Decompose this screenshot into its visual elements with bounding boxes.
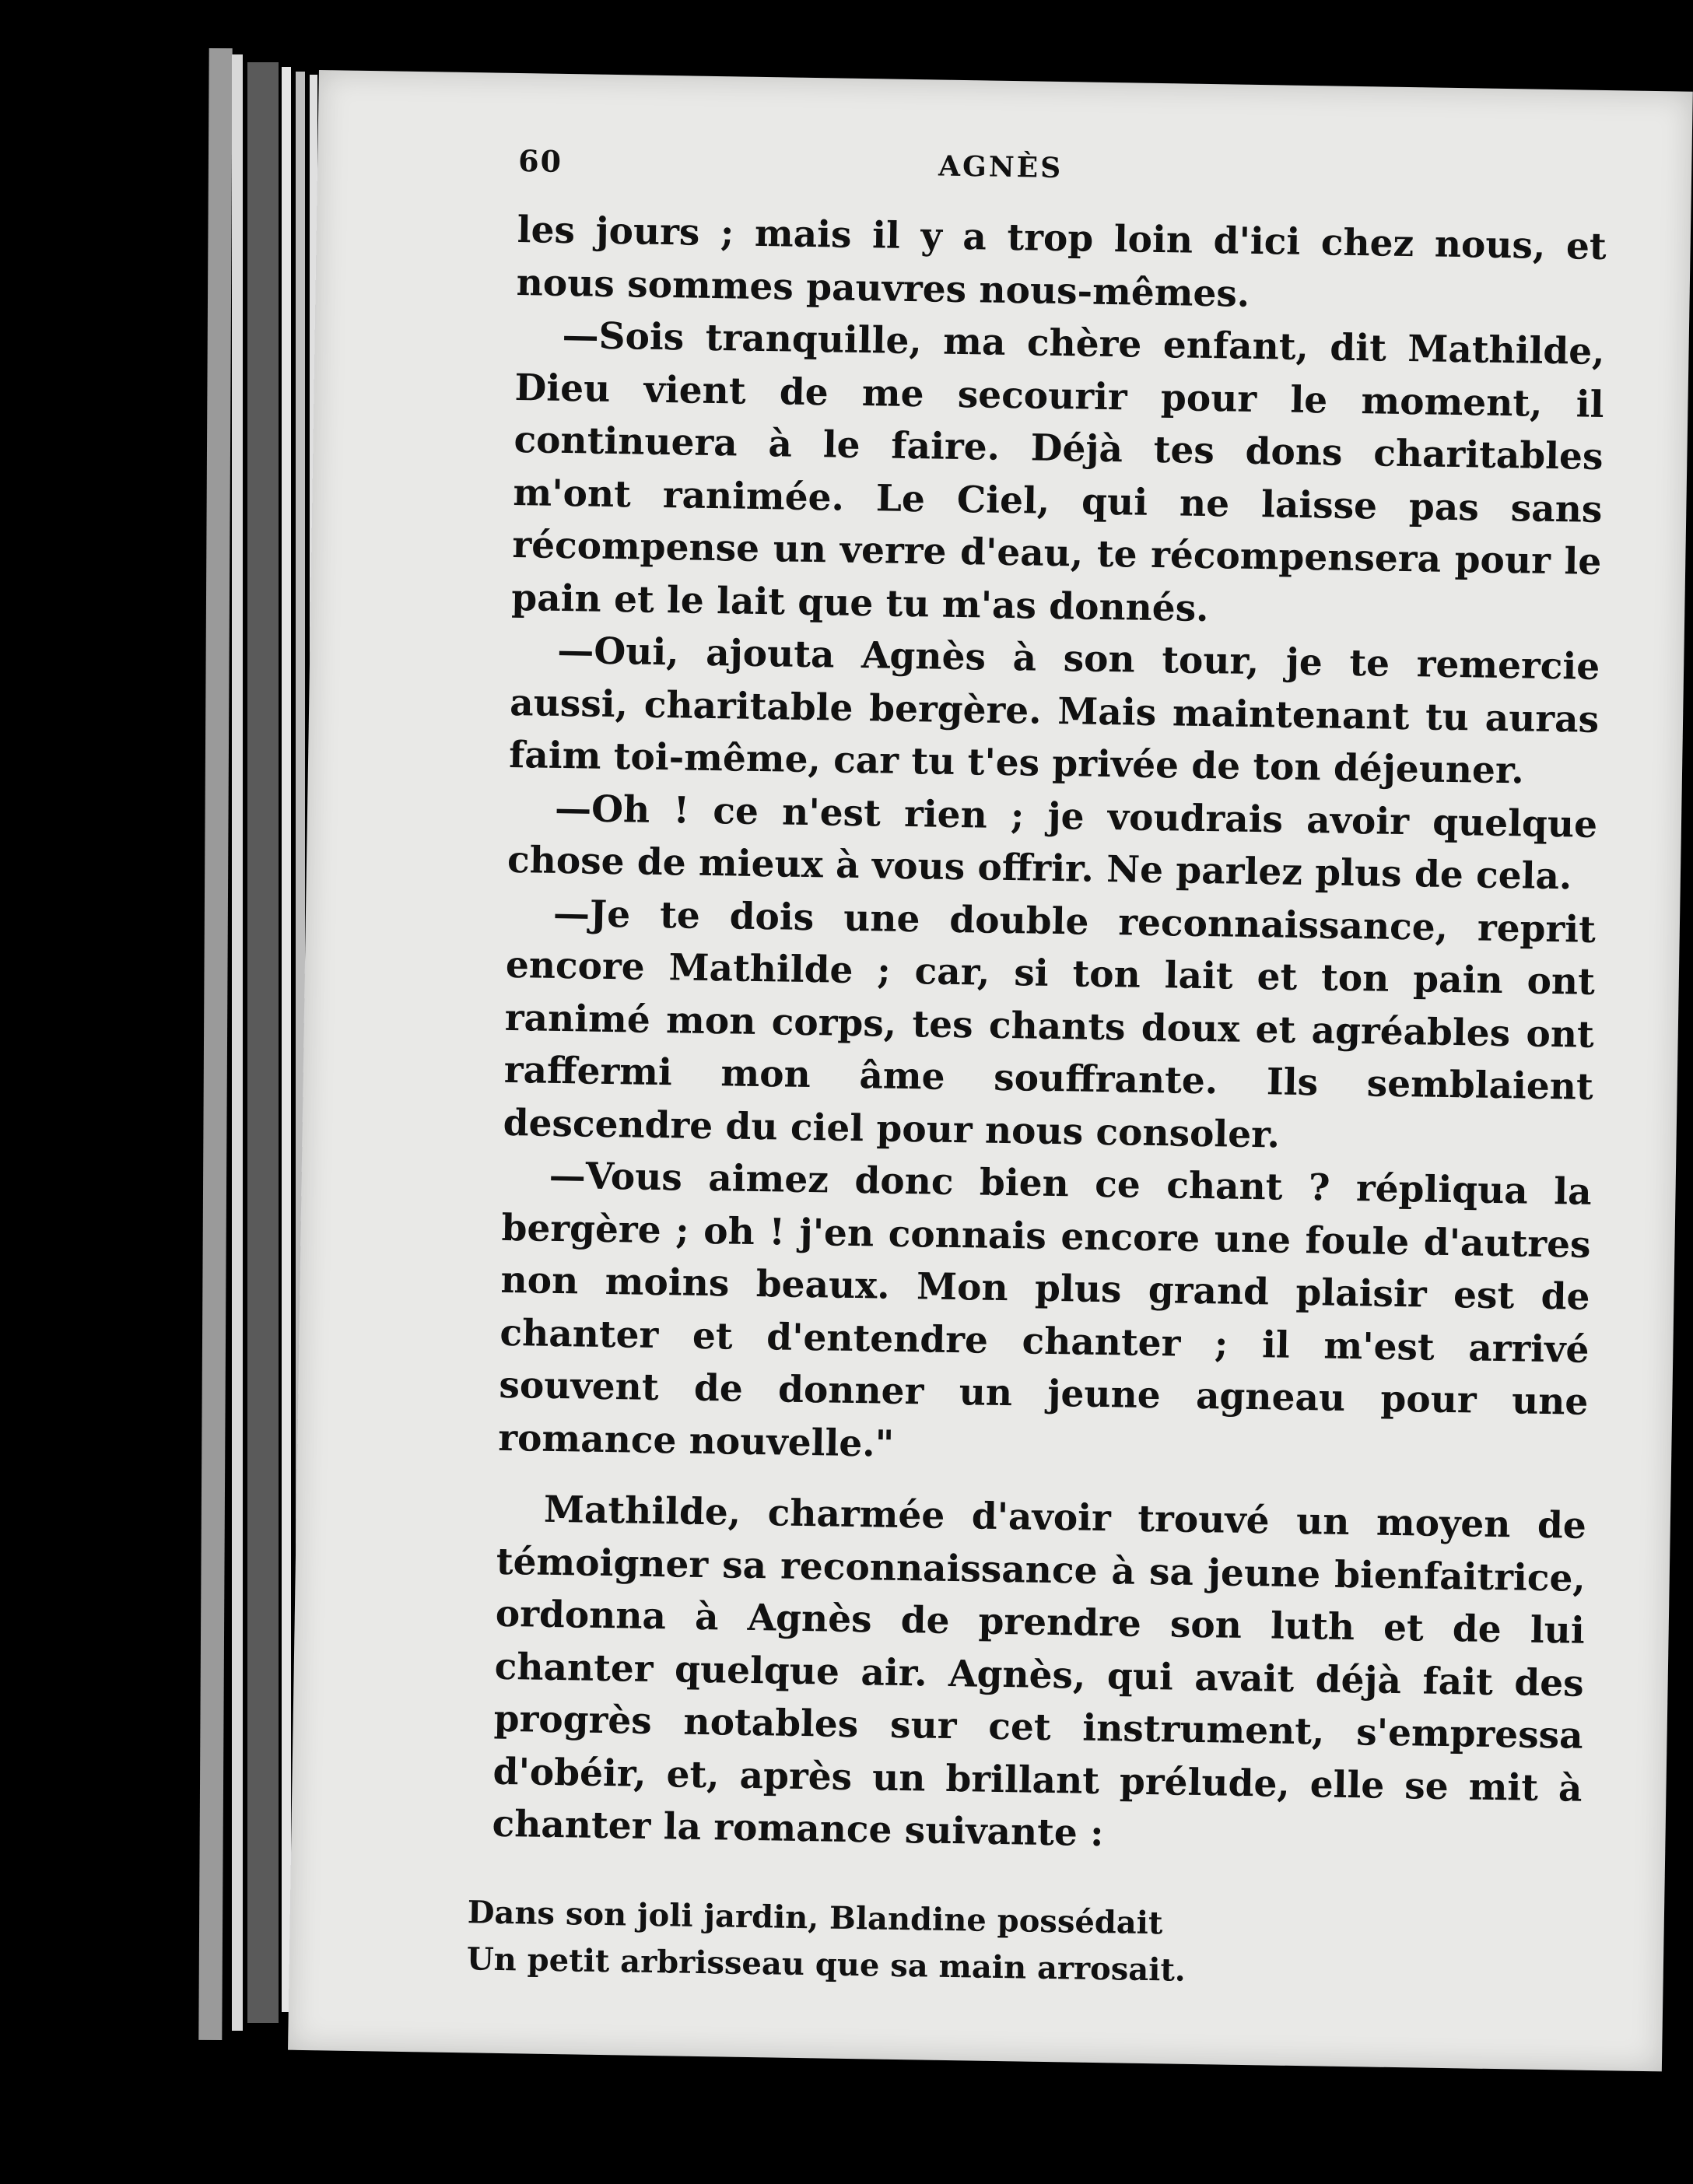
- verse: [466, 1889, 1580, 2000]
- running-head-title: AGNÈS: [938, 149, 1064, 185]
- paragraph: —Sois tranquille, ma chère enfant, dit Mathilde, Dieu vient de me secourir pour le moment, il continuera à le faire. Déjà tes dons charitables m'ont ranimée. Le Ciel, qui ne laisse pas sans récompense un verre d'eau, te récompensera pour le pain et le lait que tu m'as donnés.: [510, 314, 1605, 630]
- paragraph: —Oui, ajouta Agnès à son tour, je te remercie aussi, charitable bergère. Mais maintenant tu auras faim toi-même, car tu t'es privée de ton déjeuner.: [508, 629, 1600, 793]
- book-page: [288, 70, 1693, 2071]
- book-edge: [247, 62, 279, 2023]
- book-edge: [232, 54, 243, 2031]
- paragraph: les jours ; mais il y a trop loin d'ici chez nous, et nous sommes pauvres nous-mêmes.: [516, 209, 1607, 316]
- paragraph: Mathilde, charmée d'avoir trouvé un moyen de témoigner sa reconnaissance à sa jeune bienfaitrice, ordonna à Agnès de prendre son luth et de lui chanter quelque air. Agnès, qui avait déjà fait des progrès notables sur cet instrument, s'empressa d'obéir, et, après un brillant prélude, elle se mit à chanter la romance suivante :: [492, 1488, 1587, 1856]
- verse-line: Dans son joli jardin, Blandine possédait: [467, 1893, 1163, 1941]
- verse-line: Un petit arbrisseau que sa main arrosait.: [466, 1940, 1187, 1989]
- book-edge: [282, 67, 291, 2012]
- running-head: [518, 143, 1608, 207]
- book-edge: [198, 48, 232, 2040]
- page-number: 60: [517, 143, 563, 179]
- body-text: [492, 204, 1607, 1867]
- paragraph: —Oh ! ce n'est rien ; je voudrais avoir quelque chose de mieux à vous offrir. Ne parlez plus de cela.: [506, 787, 1598, 899]
- paragraph: —Vous aimez donc bien ce chant ? répliqua la bergère ; oh ! j'en connais encore une foule d'autres non moins beaux. Mon plus grand plaisir est de chanter et d'entendre chanter ; il m'est arrivé souvent de donner un jeune agneau pour une romance nouvelle.": [497, 1154, 1592, 1466]
- paragraph: —Je te dois une double reconnaissance, reprit encore Mathilde ; car, si ton lait et ton pain ont ranimé mon corps, tes chants doux et agréables ont raffermi mon âme souffrante. Ils semblaient descendre du ciel pour nous consoler.: [503, 892, 1597, 1157]
- page-content: [466, 143, 1607, 2000]
